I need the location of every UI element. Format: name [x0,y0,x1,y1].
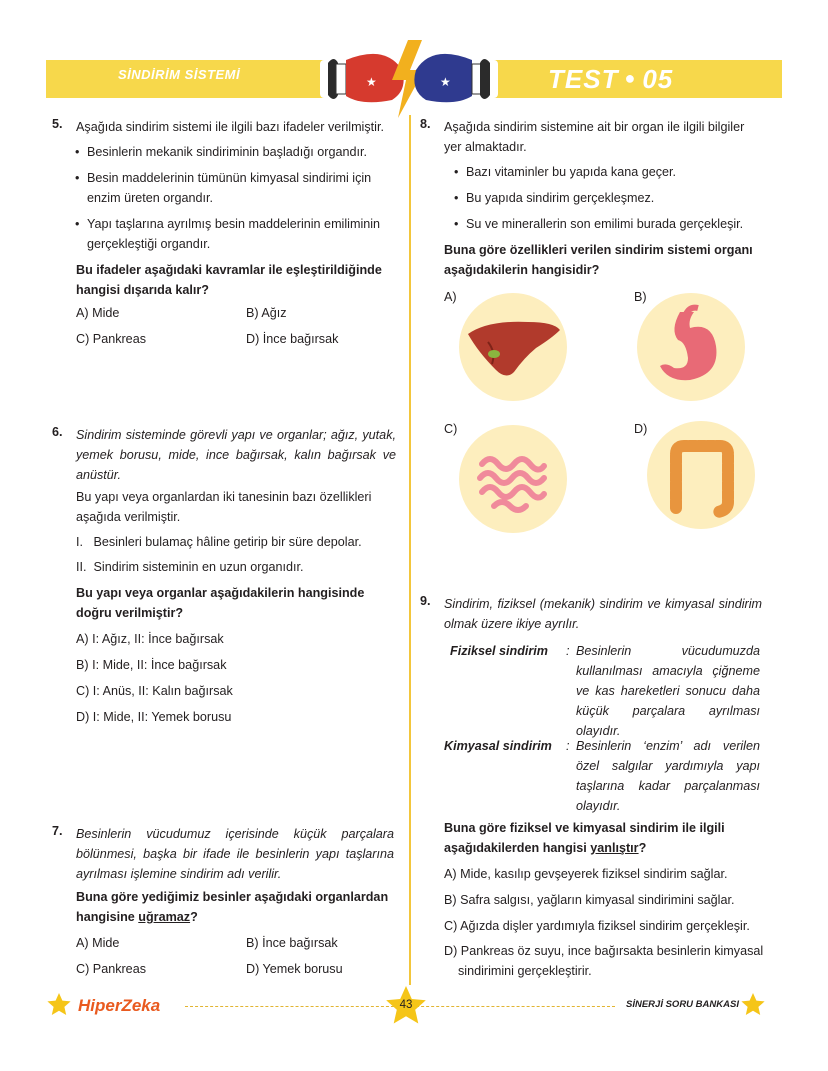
star-dot-icon: ● [624,68,637,88]
q9-question [444,818,764,858]
q9-question-underlined: yanlıştır [590,841,639,855]
q6-question: Bu yapı veya organlar aşağıdakilerin hangisinde doğru verilmiştir? [76,586,365,620]
brand-logo: HiperZeka [78,996,161,1015]
q6-item-2: II. Sindirim sisteminin en uzun organıdır. [76,560,304,574]
q6-text: Bu yapı veya organlardan iki tanesinin bazı özellikleri aşağıda verilmiştir. [76,490,372,524]
q5-intro: Aşağıda sindirim sistemi ile ilgili bazı ifadeler verilmiştir. [76,120,384,134]
q7-question-text: Buna göre yediğimiz besinler aşağıdaki organlardan hangisine [76,890,389,924]
q7-question-underlined: uğramaz [138,910,191,924]
q5-option-c[interactable]: C) Pankreas [76,332,146,346]
q8-option-b-label[interactable]: B) [634,290,647,304]
q5-bullet-2: • Besin maddelerinin tümünün kimyasal sindirimi için enzim üreten organdır. [87,168,399,208]
q7-option-d[interactable]: D) Yemek borusu [246,962,343,976]
q8-number: 8. [420,117,431,131]
q9-number: 9. [420,594,431,608]
q9-option-c[interactable]: C) Ağızda dişler yardımıyla fiziksel sindirim gerçekleşir. [444,919,750,933]
svg-text:★: ★ [440,75,451,89]
page-number: 43 [399,999,413,1011]
q6-option-b[interactable]: B) I: Mide, II: İnce bağırsak [76,658,227,672]
stomach-icon[interactable] [636,292,746,402]
q7-option-b[interactable]: B) İnce bağırsak [246,936,338,950]
small-intestine-icon[interactable] [458,424,568,534]
q8-bullet-3: • Su ve minerallerin son emilimi burada gerçekleşir. [466,214,762,234]
q9-option-d[interactable]: D) Pankreas öz suyu, ince bağırsakta besinlerin kimyasal sindirimini gerçekleştirir. [444,944,764,978]
q9-question-mark: ? [638,841,647,855]
q5-bullet-3: • Yapı taşlarına ayrılmış besin maddelerinin emiliminin gerçekleştiği organdır. [87,214,399,254]
q5-question: Bu ifadeler aşağıdaki kavramlar ile eşleştirildiğinde hangisi dışarıda kalır? [76,263,382,297]
q9-def1-colon: : [566,644,570,658]
q8-intro: Aşağıda sindirim sistemine ait bir organ ile ilgili bilgiler yer almaktadır. [444,120,745,154]
q8-option-d-label[interactable]: D) [634,422,648,436]
q8-question: Buna göre özellikleri verilen sindirim sistemi organı aşağıdakilerin hangisidir? [444,243,753,277]
q5-option-d[interactable]: D) İnce bağırsak [246,332,339,346]
q8-bullet-1: • Bazı vitaminler bu yapıda kana geçer. [466,162,762,182]
q9-option-b[interactable]: B) Safra salgısı, yağların kimyasal sindirimini sağlar. [444,893,735,907]
q6-option-a[interactable]: A) I: Ağız, II: İnce bağırsak [76,632,224,646]
q9-def2-colon: : [566,739,570,753]
q6-option-c[interactable]: C) I: Anüs, II: Kalın bağırsak [76,684,233,698]
q8-option-c-label[interactable]: C) [444,422,458,436]
q5-number: 5. [52,117,63,131]
test-title [548,64,748,95]
q9-def2-text: Besinlerin ‘enzim’ adı verilen özel salgılar yardımıyla yapı taşlarına kadar parçalanması olayıdır. [576,739,760,813]
q9-option-a[interactable]: A) Mide, kasılıp gevşeyerek fiziksel sindirim sağlar. [444,867,728,881]
star-icon [46,992,72,1018]
q8-option-a-label[interactable]: A) [444,290,457,304]
q8-bullet-2: • Bu yapıda sindirim gerçekleşmez. [466,188,762,208]
unit-title: SİNDİRİM SİSTEMİ [118,67,241,82]
q7-question-mark: ? [190,910,198,924]
star-icon [740,992,766,1018]
q9-question-text: Buna göre fiziksel ve kimyasal sindirim ile ilgili aşağıdakilerden hangisi [444,821,725,855]
large-intestine-icon[interactable] [646,420,756,530]
q7-option-a[interactable]: A) Mide [76,936,120,950]
q6-number: 6. [52,425,63,439]
q9-intro: Sindirim, fiziksel (mekanik) sindirim ve kimyasal sindirim olmak üzere ikiye ayrılır. [444,597,762,631]
q7-question [76,887,394,927]
book-title: SİNERJİ SORU BANKASI [626,999,739,1010]
q9-def1-term: Fiziksel sindirim [450,644,548,658]
q5-option-b[interactable]: B) Ağız [246,306,287,320]
q5-option-a[interactable]: A) Mide [76,306,120,320]
q7-intro: Besinlerin vücudumuz içerisinde küçük parçalara bölünmesi, başka bir ifade ile besinlerin yapı taşlarına ayrılması işlemine sindirim adı verilir. [76,827,394,881]
q7-number: 7. [52,824,63,838]
test-label: TEST [548,64,619,94]
test-number: 05 [642,64,674,94]
q9-def2-term: Kimyasal sindirim [444,739,552,753]
q5-bullet-1: • Besinlerin mekanik sindiriminin başladığı organdır. [87,142,399,162]
q7-option-c[interactable]: C) Pankreas [76,962,146,976]
boxing-gloves-icon [318,38,500,120]
liver-icon[interactable] [458,292,568,402]
q6-item-1: I. Besinleri bulamaç hâline getirip bir süre depolar. [76,535,362,549]
q9-def1-text: Besinlerin vücudumuzda kullanılması amacıyla çiğneme ve kas hareketleri sonucu daha küçük parçalara ayrılması olayıdır. [576,644,760,738]
column-divider [409,115,411,985]
q6-intro: Sindirim sisteminde görevli yapı ve organlar; ağız, yutak, yemek borusu, mide, ince bağırsak, kalın bağırsak ve anüstür. [76,428,396,482]
q6-option-d[interactable]: D) I: Mide, II: Yemek borusu [76,710,232,724]
svg-text:★: ★ [366,75,377,89]
